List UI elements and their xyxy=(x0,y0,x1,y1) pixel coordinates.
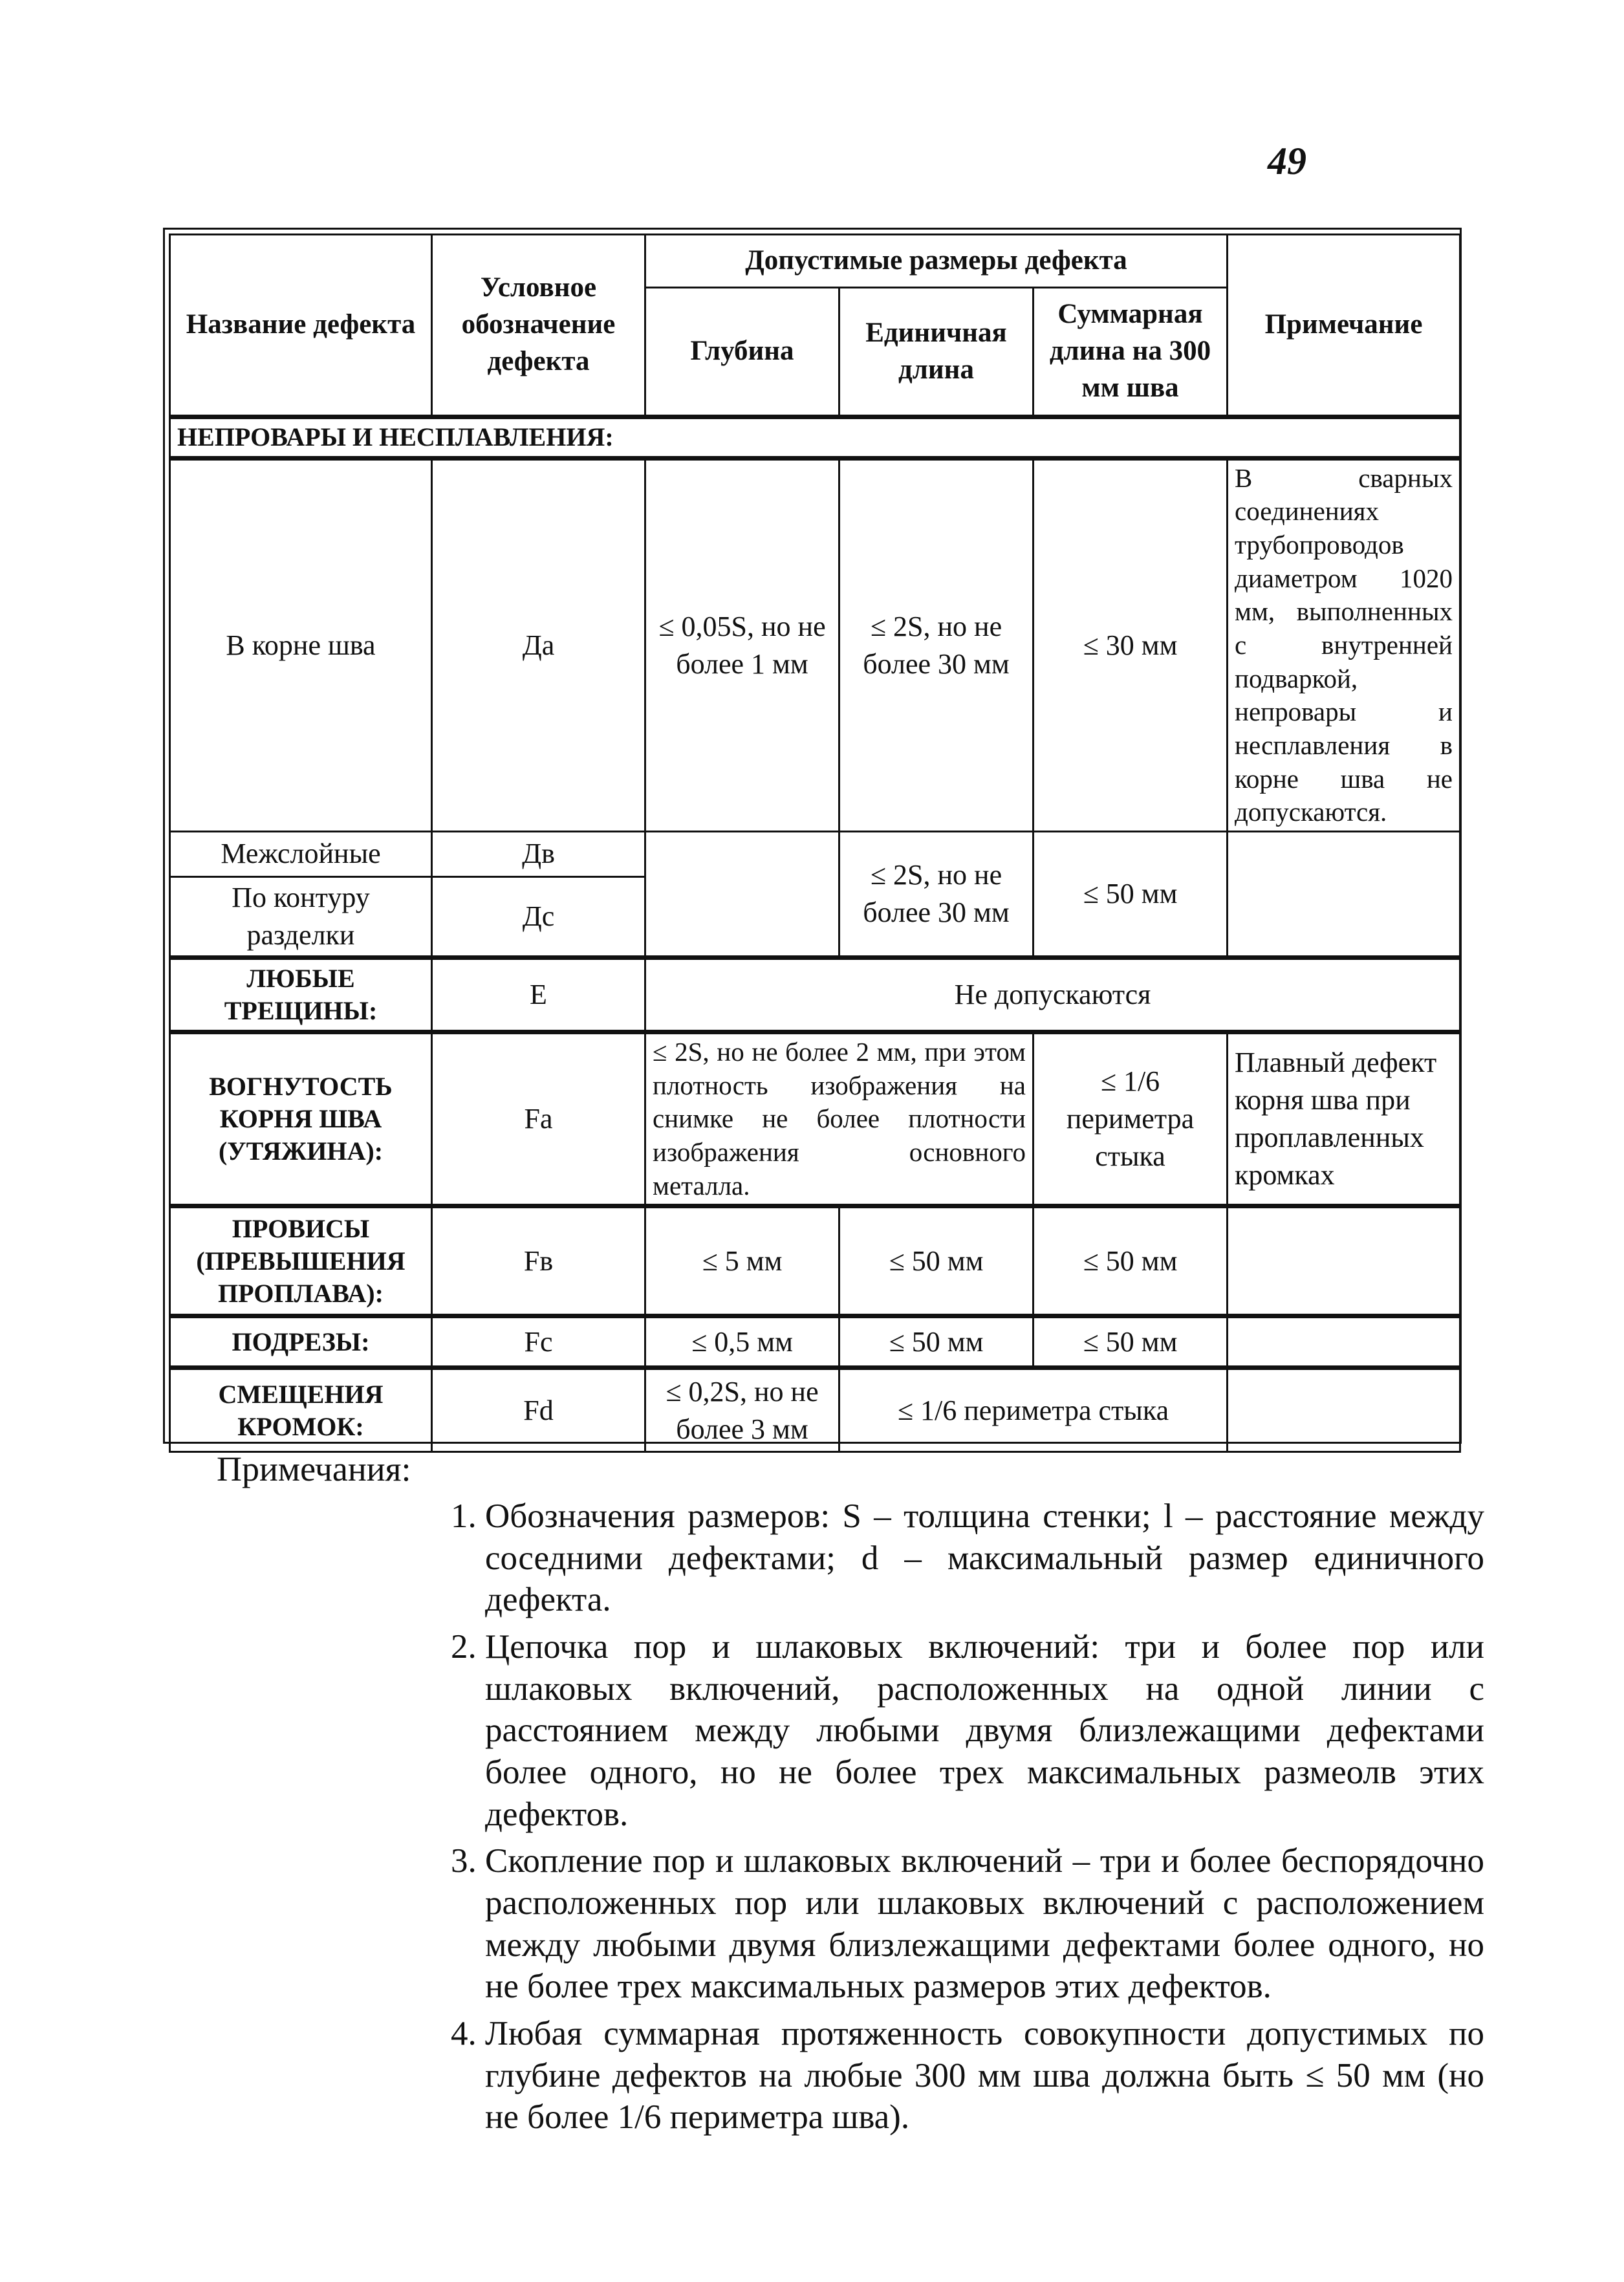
note-item: 2. Цепочка пор и шлаковых включений: три и более пор или шлаковых включений, расположенных на одной линии с расстоянием между любыми двумя близлежащими дефектами более одного, но не более трех максимальных размеолв этих дефектов. xyxy=(485,1626,1484,1835)
row-interlayer-code: Дв xyxy=(432,832,645,877)
note-item: 3. Скопление пор и шлаковых включений – три и более беспорядочно расположенных пор или шлаковых включений с расположением между любыми двумя близлежащими дефектами более одного, но не более трех максимальных размеров этих дефектов. xyxy=(485,1840,1484,2008)
row-root-code: Да xyxy=(432,458,645,831)
row-sagging-total: ≤ 50 мм xyxy=(1034,1206,1228,1316)
notes-title: Примечания: xyxy=(217,1450,411,1488)
row-undercuts-code: Fc xyxy=(432,1316,645,1368)
table-row xyxy=(170,1316,1460,1368)
row-misalignment-length: ≤ 1/6 периметра стыка xyxy=(839,1368,1228,1452)
header-single-length: Единичная длина xyxy=(839,288,1034,417)
row-cracks-name: ЛЮБЫЕ ТРЕЩИНЫ: xyxy=(170,958,432,1032)
row-sagging-code: Fв xyxy=(432,1206,645,1316)
row-sagging-single: ≤ 50 мм xyxy=(839,1206,1034,1316)
row-sagging-depth: ≤ 5 мм xyxy=(645,1206,839,1316)
section-lack-of-fusion: НЕПРОВАРЫ И НЕСПЛАВЛЕНИЯ: xyxy=(170,417,1460,459)
row-concavity-name: ВОГНУТОСТЬ КОРНЯ ШВА (УТЯЖИНА): xyxy=(170,1032,432,1206)
table-row xyxy=(170,1206,1460,1316)
row-edge-single: ≤ 2S, но не более 30 мм xyxy=(839,832,1034,958)
header-note: Примечание xyxy=(1228,235,1460,417)
row-interlayer-name: Межслойные xyxy=(170,832,432,877)
row-undercuts-depth: ≤ 0,5 мм xyxy=(645,1316,839,1368)
row-misalignment-name: СМЕЩЕНИЯ КРОМОК: xyxy=(170,1368,432,1452)
note-item: 1. Обозначения размеров: S – толщина стенки; l – расстояние между соседними дефектами; d – максимальный размер единичного дефекта. xyxy=(485,1495,1484,1621)
row-root-depth: ≤ 0,05S, но не более 1 мм xyxy=(645,458,839,831)
row-root-note: В сварных соединениях трубопроводов диаметром 1020 мм, выполненных с внутренней подваркой, непровары и несплавления в корне шва не допускаются. xyxy=(1228,458,1460,831)
row-edge-code: Дс xyxy=(432,877,645,958)
header-depth: Глубина xyxy=(645,288,839,417)
header-allowed-sizes: Допустимые размеры дефекта xyxy=(645,235,1228,288)
row-concavity-depth: ≤ 2S, но не более 2 мм, при этом плотность изображения на снимке не более плотности изображения основного металла. xyxy=(645,1032,1034,1206)
table-row xyxy=(170,1368,1460,1452)
row-undercuts-total: ≤ 50 мм xyxy=(1034,1316,1228,1368)
row-concavity-total: ≤ 1/6 периметра стыка xyxy=(1034,1032,1228,1206)
row-edge-total: ≤ 50 мм xyxy=(1034,832,1228,958)
row-interlayer-depth xyxy=(645,832,839,958)
row-concavity-code: Fa xyxy=(432,1032,645,1206)
table-row xyxy=(170,832,1460,877)
row-misalignment-depth: ≤ 0,2S, но не более 3 мм xyxy=(645,1368,839,1452)
notes-list xyxy=(446,1495,1484,2144)
row-undercuts-name: ПОДРЕЗЫ: xyxy=(170,1316,432,1368)
header-total-length: Суммарная длина на 300 мм шва xyxy=(1034,288,1228,417)
row-edge-name: По контуру разделки xyxy=(170,877,432,958)
row-root-total: ≤ 30 мм xyxy=(1034,458,1228,831)
table-row xyxy=(170,958,1460,1032)
page-number: 49 xyxy=(1268,140,1306,182)
row-sagging-note xyxy=(1228,1206,1460,1316)
row-misalignment-note xyxy=(1228,1368,1460,1452)
row-cracks-value: Не допускаются xyxy=(645,958,1460,1032)
row-misalignment-code: Fd xyxy=(432,1368,645,1452)
table-row xyxy=(170,458,1460,831)
row-undercuts-single: ≤ 50 мм xyxy=(839,1316,1034,1368)
row-concavity-note: Плавный дефект корня шва при проплавленных кромках xyxy=(1228,1032,1460,1206)
defects-table-frame xyxy=(163,228,1462,1444)
row-cracks-code: Е xyxy=(432,958,645,1032)
header-designation: Условное обозначение дефекта xyxy=(432,235,645,417)
row-interlayer-note xyxy=(1228,832,1460,958)
row-sagging-name: ПРОВИСЫ (ПРЕВЫШЕНИЯ ПРОПЛАВА): xyxy=(170,1206,432,1316)
row-root-name: В корне шва xyxy=(170,458,432,831)
header-name: Название дефекта xyxy=(170,235,432,417)
note-item: 4. Любая суммарная протяженность совокупности допустимых по глубине дефектов на любые 300 мм шва должна быть ≤ 50 мм (но не более 1/6 периметра шва). xyxy=(485,2013,1484,2138)
table-row xyxy=(170,1032,1460,1206)
defects-table xyxy=(169,234,1461,1453)
row-undercuts-note xyxy=(1228,1316,1460,1368)
row-root-single: ≤ 2S, но не более 30 мм xyxy=(839,458,1034,831)
